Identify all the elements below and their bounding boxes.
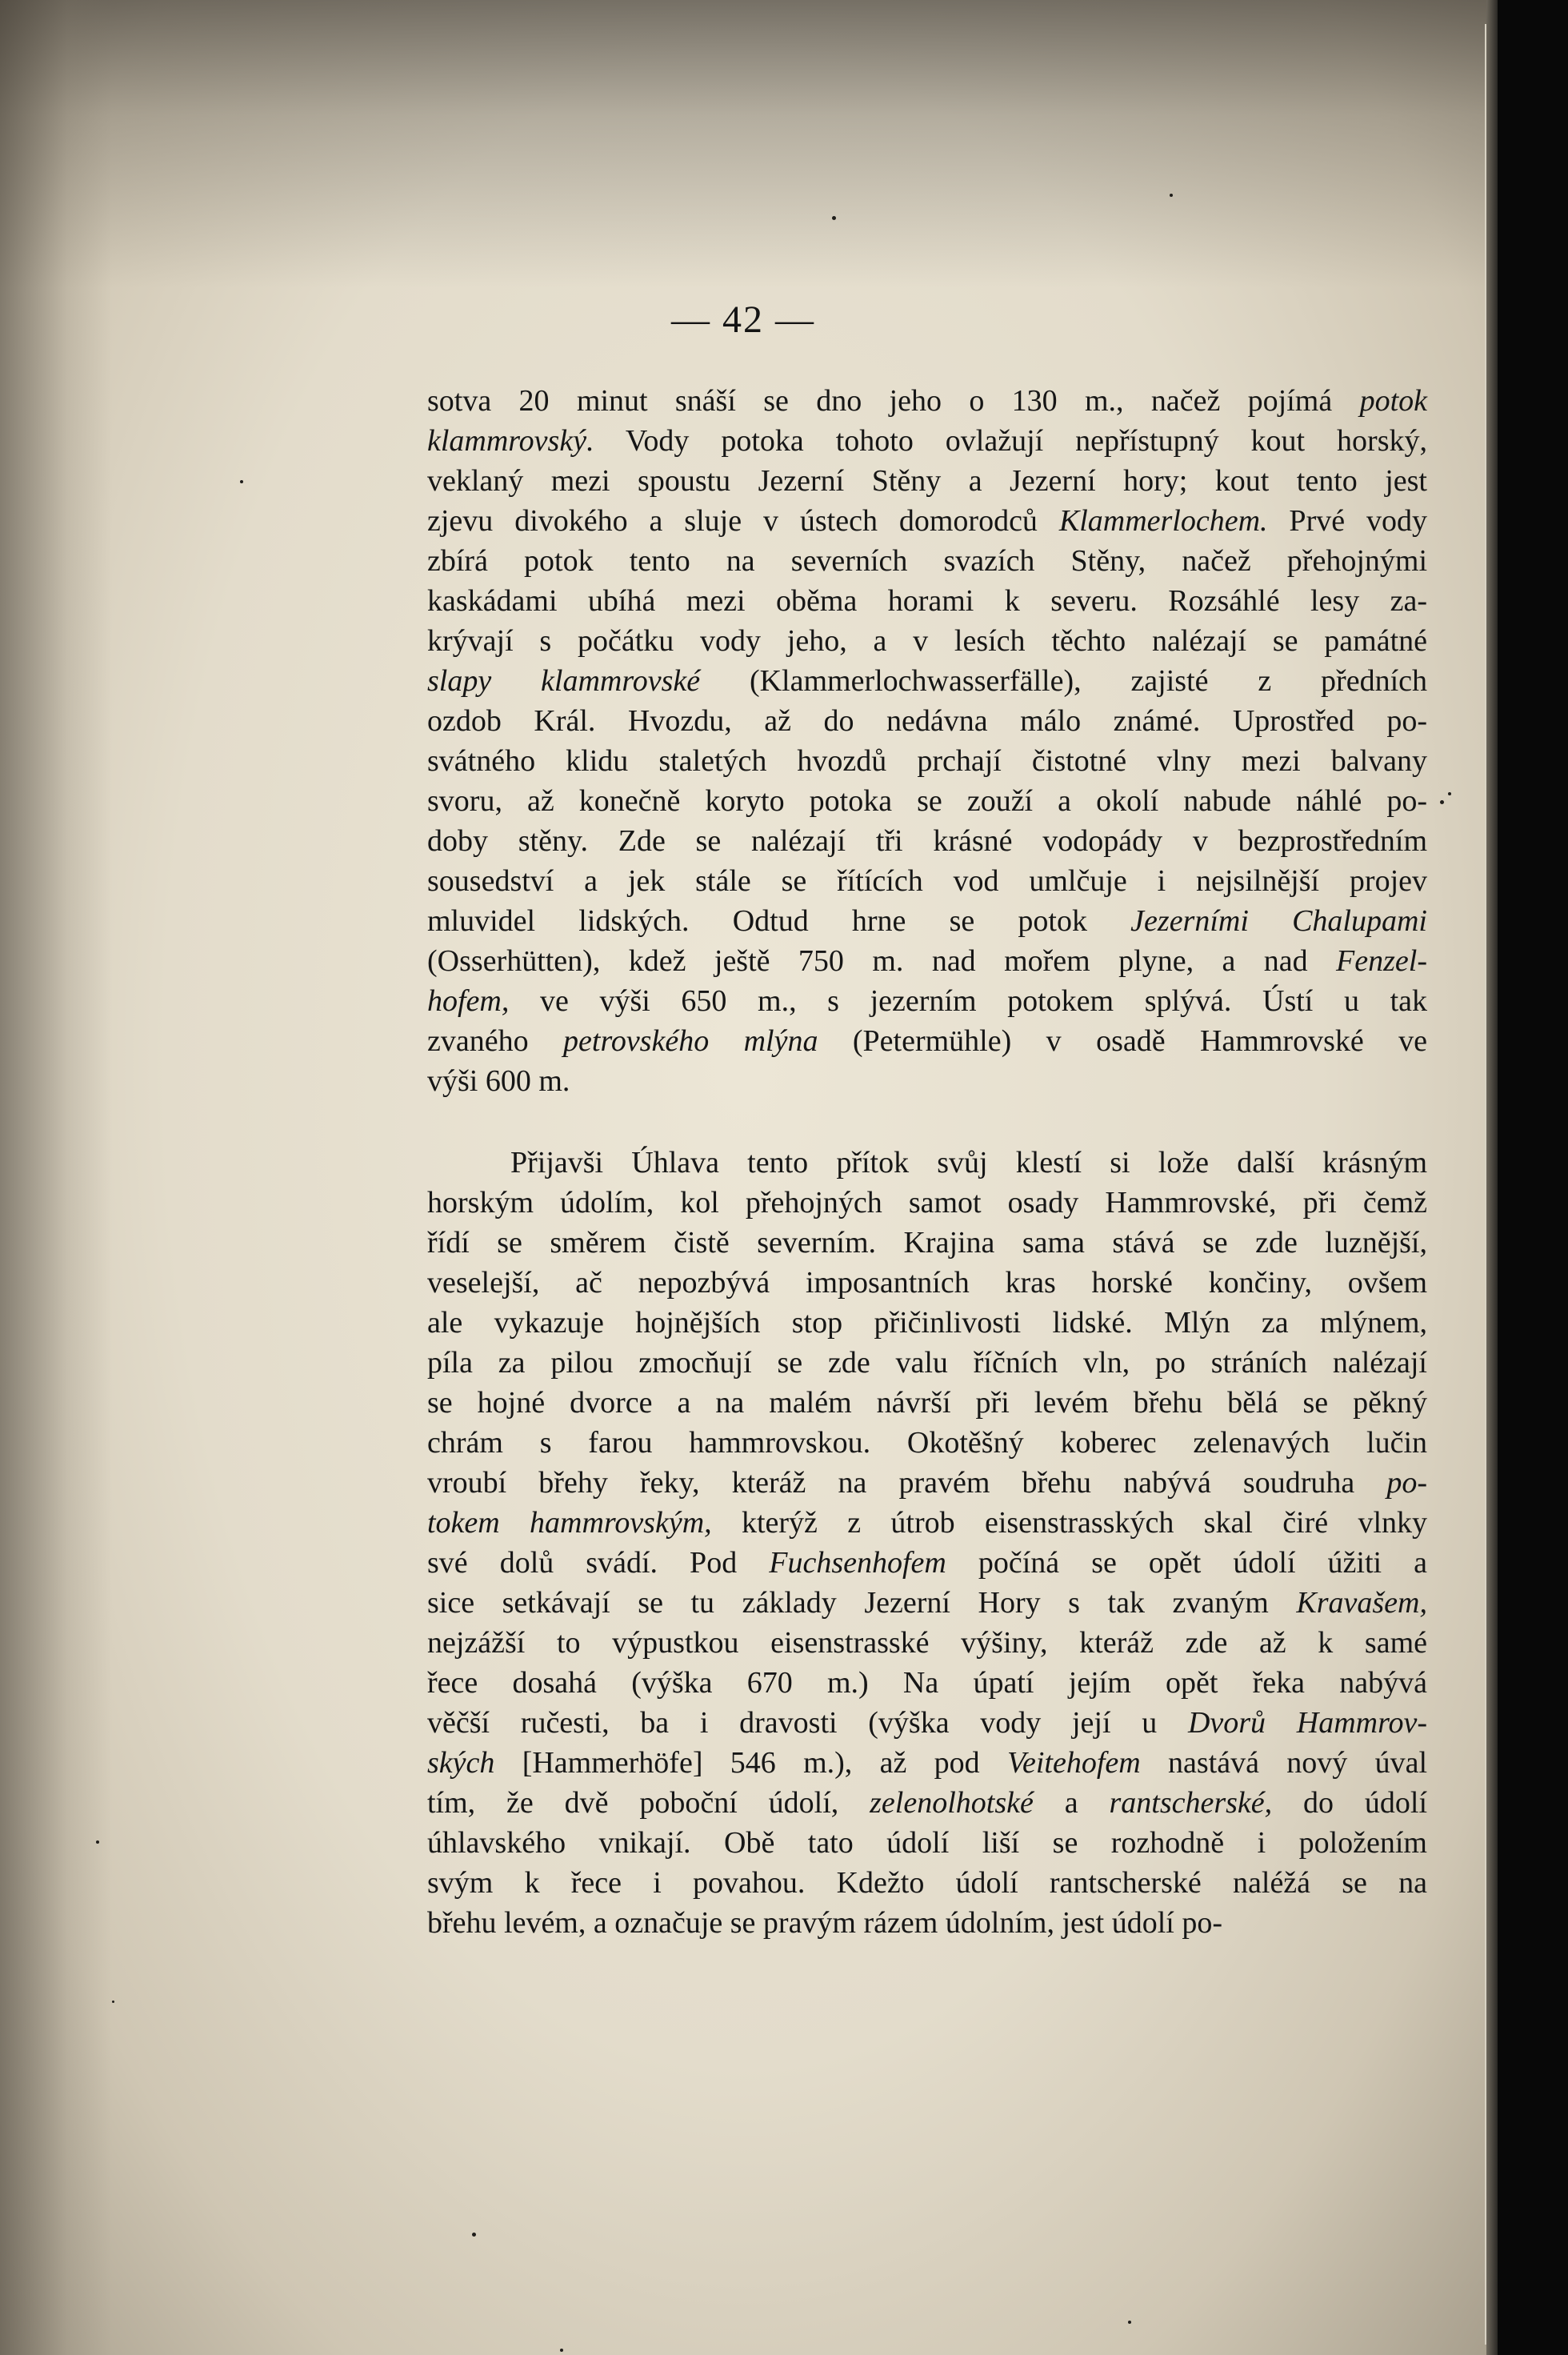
text-line [427,1583,1427,1623]
text-run: ve výši 650 m., s jezerním potokem splývá. Ústí u tak [509,984,1427,1018]
scan-speck [240,480,243,483]
text-line [427,981,1427,1021]
text-line [427,501,1427,541]
text-run: řídí se směrem čistě severním. Krajina sama stává se zde luznější, [427,1226,1427,1260]
italic-term: Kravašem, [1296,1586,1427,1620]
text-run: věčší ručesti, ba i dravosti (výška vody její u [427,1706,1188,1740]
scan-speck [1440,800,1444,804]
text-line [427,1543,1427,1583]
italic-term: Klammerlochem. [1058,504,1268,538]
text-run: píla za pilou zmocňují se zde valu říčních vln, po stráních nalézají [427,1346,1427,1380]
text-line [427,1343,1427,1383]
text-run: ale vykazuje hojnějších stop přičinlivosti lidské. Mlýn za mlýnem, [427,1306,1427,1340]
italic-term: Jezerními Chalupami [1130,904,1427,938]
text-run: svátného klidu staletých hvozdů prchají čistotné vlny mezi balvany [427,744,1427,778]
text-run: počíná se opět údolí úžiti a [946,1546,1427,1580]
text-run: kterýž z útrob eisenstrasských skal čiré vlnky [711,1506,1428,1540]
text-run: svým k řece i povahou. Kdežto údolí rantscherské naléžá se na [427,1866,1427,1900]
text-line [427,1863,1427,1903]
text-line [427,1263,1427,1303]
text-line [427,1503,1427,1543]
text-run: Vody potoka tohoto ovlažují nepřístupný kout horský, [594,424,1427,458]
text-line [427,1303,1427,1343]
paragraph [427,1143,1427,1943]
text-run: horským údolím, kol přehojných samot osady Hammrovské, při čemž [427,1186,1427,1220]
scan-speck [1448,792,1451,795]
text-run: výši 600 m. [427,1064,570,1098]
text-run: chrám s farou hammrovskou. Okotěšný koberec zelenavých lučin [427,1426,1427,1460]
text-line [427,1903,1427,1943]
text-line [427,861,1427,901]
scan-speck [560,2349,563,2352]
text-run: své dolů svádí. Pod [427,1546,770,1580]
scan-border-right [1498,0,1568,2355]
text-run: doby stěny. Zde se nalézají tři krásné vodopády v bezprostředním [427,824,1427,858]
text-run: mluvidel lidských. Odtud hrne se potok [427,904,1131,938]
text-line [427,741,1427,781]
text-run: Prvé vody [1267,504,1427,538]
text-line [427,701,1427,741]
text-line [427,1743,1427,1783]
text-run: veselejší, ač nepozbývá imposantních kras horské končiny, ovšem [427,1266,1427,1300]
scan-speck [832,216,836,220]
text-line [427,541,1427,581]
text-run: (Petermühle) v osadě Hammrovské ve [818,1024,1427,1058]
text-line [427,1223,1427,1263]
italic-term: klammrovský. [427,424,594,458]
italic-term: petrovského mlýna [563,1024,818,1058]
scan-speck [1128,2321,1131,2324]
text-run: zjevu divokého a sluje v ústech domorodců [427,504,1059,538]
text-line [427,1703,1427,1743]
scan-speck [472,2233,476,2237]
text-line [427,1383,1427,1423]
scan-speck [112,2001,114,2003]
text-run: veklaný mezi spoustu Jezerní Stěny a Jezerní hory; kout tento jest [427,464,1427,498]
text-run: se hojné dvorce a na malém návrší při levém břehu bělá se pěkný [427,1386,1427,1420]
text-line [427,1663,1427,1703]
italic-term: tokem hammrovským, [427,1506,712,1540]
italic-term: zelenolhotské [870,1786,1034,1820]
text-line [427,941,1427,981]
body-text [427,381,1427,1943]
text-line [427,1783,1427,1823]
text-line [427,1423,1427,1463]
text-run: nastává nový úval [1140,1746,1428,1780]
text-line [427,661,1427,701]
text-run: a [1033,1786,1110,1820]
paper-shadow-top [0,0,1486,288]
italic-term: Veitehofem [1006,1746,1141,1780]
paragraph [427,381,1427,1101]
binding-gutter [1486,0,1498,2355]
text-line [427,461,1427,501]
italic-term: rantscherské, [1109,1786,1273,1820]
text-line [427,1021,1427,1061]
italic-term: Fenzel- [1336,944,1427,978]
scan-speck [96,1840,99,1844]
scan-speck [1170,194,1173,197]
text-run: krývají s počátku vody jeho, a v lesích těchto nalézají se památné [427,624,1427,658]
text-line [427,1143,1427,1183]
text-line [427,1463,1427,1503]
text-run: sice setkávají se tu základy Jezerní Hory s tak zvaným [427,1586,1297,1620]
text-run: sousedství a jek stále se řítících vod umlčuje i nejsilnější projev [427,864,1427,898]
text-run: Přijavši Úhlava tento přítok svůj klestí si lože další krásným [510,1146,1427,1180]
text-line [427,421,1427,461]
italic-term: potok [1359,384,1427,418]
italic-term: Dvorů Hammrov- [1187,1706,1427,1740]
italic-term: ských [427,1746,495,1780]
text-line [427,1623,1427,1663]
text-line [427,781,1427,821]
text-line [427,1823,1427,1863]
paragraph-gap [427,1101,1427,1143]
text-run: [Hammerhöfe] 546 m.), až pod [494,1746,1007,1780]
text-run: zbírá potok tento na severních svazích Stěny, načež přehojnými [427,544,1427,578]
text-run: do údolí [1272,1786,1428,1820]
text-line [427,621,1427,661]
text-run: kaskádami ubíhá mezi oběma horami k severu. Rozsáhlé lesy za- [427,584,1427,618]
text-run: svoru, až konečně koryto potoka se zouží a okolí nabude náhlé po- [427,784,1427,818]
page-number: — 42 — [671,298,815,341]
italic-term: hofem, [427,984,510,1018]
text-run: vroubí břehy řeky, kteráž na pravém břehu nabývá soudruha [427,1466,1387,1500]
text-run: řece dosahá (výška 670 m.) Na úpatí jejím opět řeka nabývá [427,1666,1427,1700]
text-run: tím, že dvě poboční údolí, [427,1786,870,1820]
text-line [427,821,1427,861]
text-line [427,1061,1427,1101]
italic-term: po- [1386,1466,1427,1500]
text-line [427,901,1427,941]
text-run: úhlavského vnikají. Obě tato údolí liší se rozhodně i položením [427,1826,1427,1860]
text-run: zvaného [427,1024,564,1058]
text-run: (Osserhütten), kdež ještě 750 m. nad mořem plyne, a nad [427,944,1337,978]
text-line [427,1183,1427,1223]
paper-shadow-left [0,0,112,2355]
italic-term: slapy klammrovské [427,664,701,698]
text-run: sotva 20 minut snáší se dno jeho o 130 m., načež pojímá [427,384,1360,418]
text-run: ozdob Král. Hvozdu, až do nedávna málo známé. Uprostřed po- [427,704,1427,738]
text-run: (Klammerlochwasserfälle), zajisté z předních [700,664,1427,698]
text-run: břehu levém, a označuje se pravým rázem údolním, jest údolí po- [427,1906,1223,1940]
text-line [427,381,1427,421]
italic-term: Fuchsenhofem [769,1546,946,1580]
text-line [427,581,1427,621]
text-run: nejzážší to výpustkou eisenstrasské výšiny, kteráž zde až k samé [427,1626,1427,1660]
